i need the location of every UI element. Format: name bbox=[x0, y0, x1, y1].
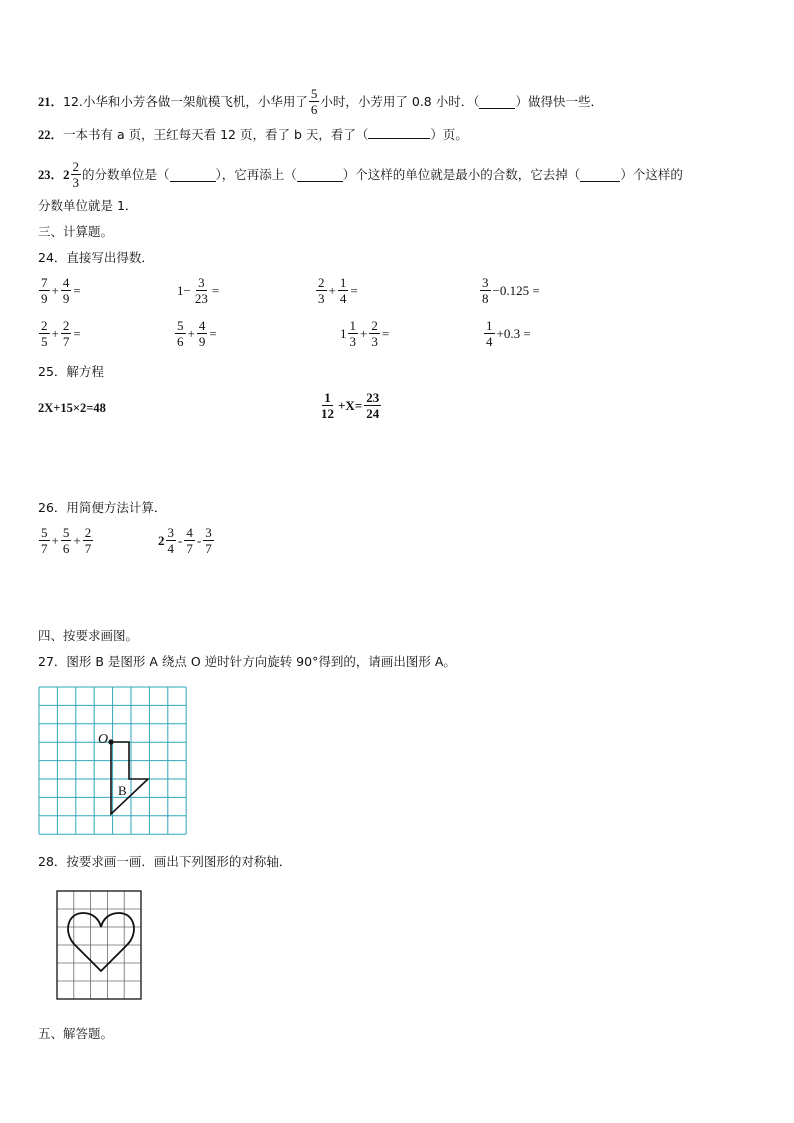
answer-blank[interactable] bbox=[297, 168, 343, 182]
expression-24-1: $\frac{7}{9}$ + $\frac{4}{9}$ = bbox=[41, 275, 81, 306]
mixed-number-int: 2 bbox=[63, 166, 70, 182]
question-24-title: 24．直接写出得数． bbox=[38, 250, 154, 265]
question-23 bbox=[38, 159, 683, 190]
question-number: 22． bbox=[38, 128, 64, 142]
question-text: 12.小华和小芳各做一架航模飞机，小华用了 bbox=[63, 93, 308, 109]
question-23-cont: 分数单位就是 1． bbox=[38, 198, 138, 213]
question-21 bbox=[38, 86, 603, 117]
expression-24-7: 1 $\frac{1}{3}$ + $\frac{2}{3}$ = bbox=[340, 318, 390, 349]
fraction: $\frac{2}{3}$ bbox=[72, 159, 80, 190]
rotation-grid-figure bbox=[38, 686, 188, 836]
expression-24-4: $\frac{3}{8}$ −0.125 = bbox=[482, 275, 540, 306]
question-text: 的分数单位是（ bbox=[82, 166, 170, 182]
section-heading: 三、计算题。 bbox=[38, 224, 114, 239]
question-number: 21． bbox=[38, 94, 64, 109]
expression-24-6: $\frac{5}{6}$ + $\frac{4}{9}$ = bbox=[177, 318, 217, 349]
label-o: O bbox=[98, 732, 109, 747]
expression-26-1: $\frac{5}{7}$ + $\frac{5}{6}$ + $\frac{2}{7}$ bbox=[41, 525, 92, 556]
heart-grid-figure bbox=[55, 889, 145, 1003]
question-text: ），它再添上（ bbox=[215, 166, 297, 182]
question-25-title: 25．解方程 bbox=[38, 364, 104, 379]
expression-24-2: 1− $\frac{3}{23}$ = bbox=[177, 275, 220, 306]
question-text: ）个这样的单位就是最小的合数，它去掉（ bbox=[342, 166, 581, 182]
section-heading: 五、解答题。 bbox=[38, 1026, 114, 1041]
question-number: 23． bbox=[38, 167, 64, 182]
question-text: 一本书有 a 页，王红每天看 12 页，看了 b 天，看了（ bbox=[63, 127, 369, 142]
question-text: ）做得快一些． bbox=[515, 93, 603, 109]
question-28-title: 28．按要求画一画．画出下列图形的对称轴． bbox=[38, 854, 292, 869]
expression-24-3: $\frac{2}{3}$ + $\frac{1}{4}$ = bbox=[318, 275, 358, 306]
expression-24-8: $\frac{1}{4}$ +0.3 = bbox=[486, 318, 531, 349]
question-22 bbox=[38, 125, 468, 143]
shape-b bbox=[111, 742, 148, 814]
section-heading: 四、按要求画图。 bbox=[38, 628, 139, 643]
answer-blank[interactable] bbox=[580, 168, 620, 182]
answer-blank[interactable] bbox=[170, 168, 216, 182]
answer-blank[interactable] bbox=[368, 125, 430, 139]
expression-24-5: $\frac{2}{5}$ + $\frac{2}{7}$ = bbox=[41, 318, 81, 349]
fraction: $\frac{5}{6}$ bbox=[310, 86, 318, 117]
label-b: B bbox=[118, 783, 127, 798]
question-text: ）个这样的 bbox=[620, 166, 683, 182]
question-text: ）页。 bbox=[430, 127, 468, 142]
question-27-title: 27．图形 B 是图形 A 绕点 O 逆时针方向旋转 90°得到的，请画出图形 A。 bbox=[38, 654, 456, 669]
point-o bbox=[108, 739, 113, 744]
expression-26-2: 2 $\frac{3}{4}$ - $\frac{4}{7}$ - $\frac{3}{7}$ bbox=[158, 525, 212, 556]
equation-1: 2X+15×2=48 bbox=[38, 401, 106, 415]
equation-2: $\frac{1}{12}$ +X= $\frac{23}{24}$ bbox=[321, 390, 380, 421]
answer-blank[interactable] bbox=[479, 95, 515, 109]
question-text: 小时，小芳用了 0.8 小时．（ bbox=[320, 93, 480, 109]
question-26-title: 26．用简便方法计算． bbox=[38, 500, 167, 515]
